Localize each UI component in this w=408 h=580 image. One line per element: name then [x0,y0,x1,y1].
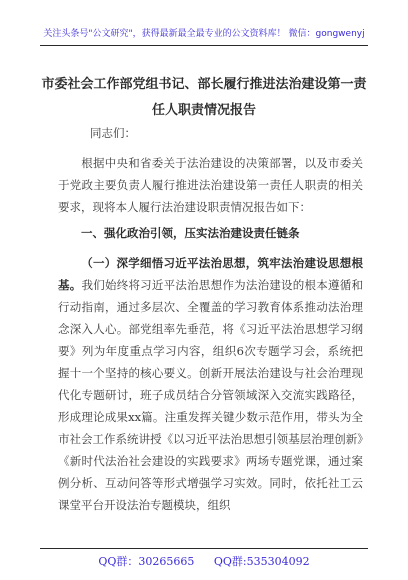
subsection-1-lead: （一）深学细悟习近平法治思想，筑牢法治建设思想根基。 [58,256,363,292]
intro-paragraph [58,152,363,218]
footer-qq-group-2: QQ群:535304092 [213,555,310,568]
header-notice: 关注头条号"公文研究"，获得最新最全最专业的公文资料库！ 微信：gongwenyj [43,29,365,39]
greeting: 同志们： [90,126,136,140]
header-divider [40,45,368,46]
document-title-line-1: 市委社会工作部党组书记、部长履行推进法治建设第一责 [41,77,367,92]
document-title [40,72,368,124]
page-footer [40,548,368,580]
section-heading-1-text: 一、强化政治引领，压实法治建设责任链条 [81,226,300,240]
intro-text: 根据中央和省委关于法治建设的决策部署，以及市委关于党政主要负责人履行推进法治建设第一责任人职责的相关要求，现将本人履行法治建设职责情况报告如下： [58,156,363,214]
subsection-1-body: 我们始终将习近平法治思想作为法治建设的根本遵循和行动指南，通过多层次、全覆盖的学习教育体系推动法治理念深入人心。部党组率先垂范，将《习近平法治思想学习纲要》列为年度重点学习内容，组织6次专题学习会，系统把握十一个坚持的核心要义。创新开展法治建设与社会治理现代化专题研讨，班子成员结合分管领域深入交流实践路径，形成理论成果xx篇。注重发挥关键少数示范作用，带头为全市社会工作系统讲授《以习近平法治思想引领基层治理创新》《新时代法治社会建设的实践要求》两场专题党课，通过案例分析、互动问答等形式增强学习实效。同时，依托社工云课堂平台开设法治专题模块，组织 [58,278,364,512]
document-title-line-2: 任人职责情况报告 [151,103,256,118]
footer-contacts [40,553,368,569]
section-heading-1 [58,222,363,244]
subsection-1-paragraph [58,252,363,516]
footer-divider [40,548,368,549]
footer-qq-group-1: QQ群：30265665 [98,555,195,568]
page-header [0,0,408,64]
